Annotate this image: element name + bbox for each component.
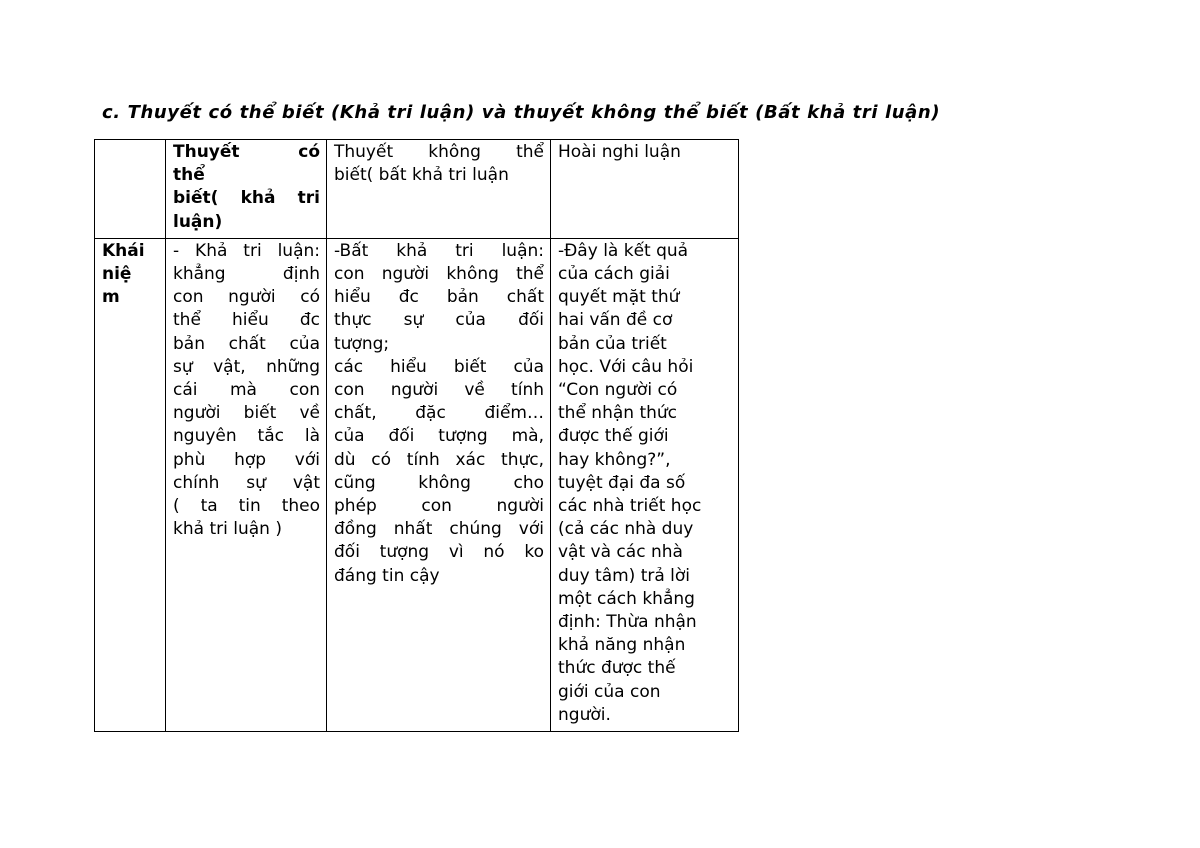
- cell-kha-tri-luan-definition: [166, 238, 327, 731]
- cell-line: luận): [173, 211, 223, 232]
- cell-line: “Con người có: [558, 380, 678, 401]
- cell-line: m: [102, 287, 120, 308]
- comparison-table: [94, 139, 739, 732]
- cell-line: cái mà con: [173, 380, 320, 401]
- table-corner-cell: [95, 140, 166, 239]
- cell-line: phép con người: [334, 496, 544, 517]
- cell-line: các hiểu biết của: [334, 356, 544, 377]
- cell-line: dù có tính xác thực,: [334, 449, 544, 470]
- cell-line: duy tâm) trả lời: [558, 565, 691, 586]
- cell-line: -Đây là kết quả: [558, 240, 689, 261]
- cell-line: thể hiểu đc: [173, 310, 320, 331]
- header-cell-hoai-nghi-luan: Hoài nghi luận: [551, 140, 739, 239]
- cell-line: khả năng nhận: [558, 635, 686, 656]
- cell-line: đối tượng vì nó ko: [334, 542, 544, 563]
- cell-line: ( ta tin theo: [173, 496, 320, 517]
- cell-line: con người không thể: [334, 264, 544, 285]
- cell-line: của đối tượng mà,: [334, 426, 544, 447]
- cell-line: vật và các nhà: [558, 542, 683, 563]
- cell-line: hay không?”,: [558, 449, 671, 470]
- cell-line: thực sự của đối: [334, 310, 544, 331]
- cell-line: bản của triết: [558, 333, 667, 354]
- cell-line: khẳng định: [173, 264, 320, 285]
- cell-line: thể: [173, 165, 205, 186]
- cell-line: biết( bất khả tri luận: [334, 165, 509, 186]
- cell-line: được thế giới: [558, 426, 669, 447]
- cell-line: biết( khả tri: [173, 188, 320, 209]
- header-cell-bat-kha-tri-luan: [327, 140, 551, 239]
- cell-line: một cách khẳng: [558, 588, 695, 609]
- cell-line: đồng nhất chúng với: [334, 519, 544, 540]
- cell-line: hiểu đc bản chất: [334, 287, 544, 308]
- cell-line: thể nhận thức: [558, 403, 678, 424]
- cell-line: quyết mặt thứ: [558, 287, 680, 308]
- cell-line: chính sự vật: [173, 472, 320, 493]
- cell-line: khả tri luận ): [173, 519, 282, 540]
- cell-line: tượng;: [334, 333, 390, 354]
- cell-line: Thuyết không thể: [334, 142, 544, 162]
- cell-line: con người về tính: [334, 380, 544, 401]
- cell-line: giới của con: [558, 681, 661, 702]
- cell-line: phù hợp với: [173, 449, 320, 470]
- cell-line: người.: [558, 704, 611, 725]
- cell-line: nguyên tắc là: [173, 426, 320, 447]
- cell-line: thức được thế: [558, 658, 676, 679]
- cell-line: con người có: [173, 287, 320, 308]
- cell-line: - Khả tri luận:: [173, 240, 320, 261]
- cell-line: Thuyết có: [173, 142, 320, 162]
- cell-line: sự vật, những: [173, 356, 320, 377]
- cell-line: các nhà triết học: [558, 496, 702, 517]
- cell-line: -Bất khả tri luận:: [334, 240, 544, 261]
- cell-bat-kha-tri-luan-definition: [327, 238, 551, 731]
- table-row-khai-niem: [95, 238, 739, 731]
- cell-line: hai vấn đề cơ: [558, 310, 673, 331]
- cell-line: chất, đặc điểm…: [334, 403, 544, 424]
- cell-line: học. Với câu hỏi: [558, 356, 694, 377]
- cell-line: người biết về: [173, 403, 320, 424]
- cell-line: cũng không cho: [334, 472, 544, 493]
- cell-line: niệ: [102, 264, 132, 285]
- cell-line: bản chất của: [173, 333, 320, 354]
- cell-line: Khái: [102, 240, 145, 261]
- section-heading: c. Thuyết có thể biết (Khả tri luận) và thuyết không thể biết (Bất khả tri luận): [102, 102, 941, 123]
- cell-line: định: Thừa nhận: [558, 612, 697, 633]
- cell-hoai-nghi-luan-definition: [551, 238, 739, 731]
- cell-line: (cả các nhà duy: [558, 519, 694, 540]
- header-cell-kha-tri-luan: [166, 140, 327, 239]
- row-label-khai-niem: [95, 238, 166, 731]
- cell-line: đáng tin cậy: [334, 565, 440, 586]
- table-header-row: [95, 140, 739, 239]
- cell-line: tuyệt đại đa số: [558, 472, 686, 493]
- cell-line: của cách giải: [558, 264, 670, 285]
